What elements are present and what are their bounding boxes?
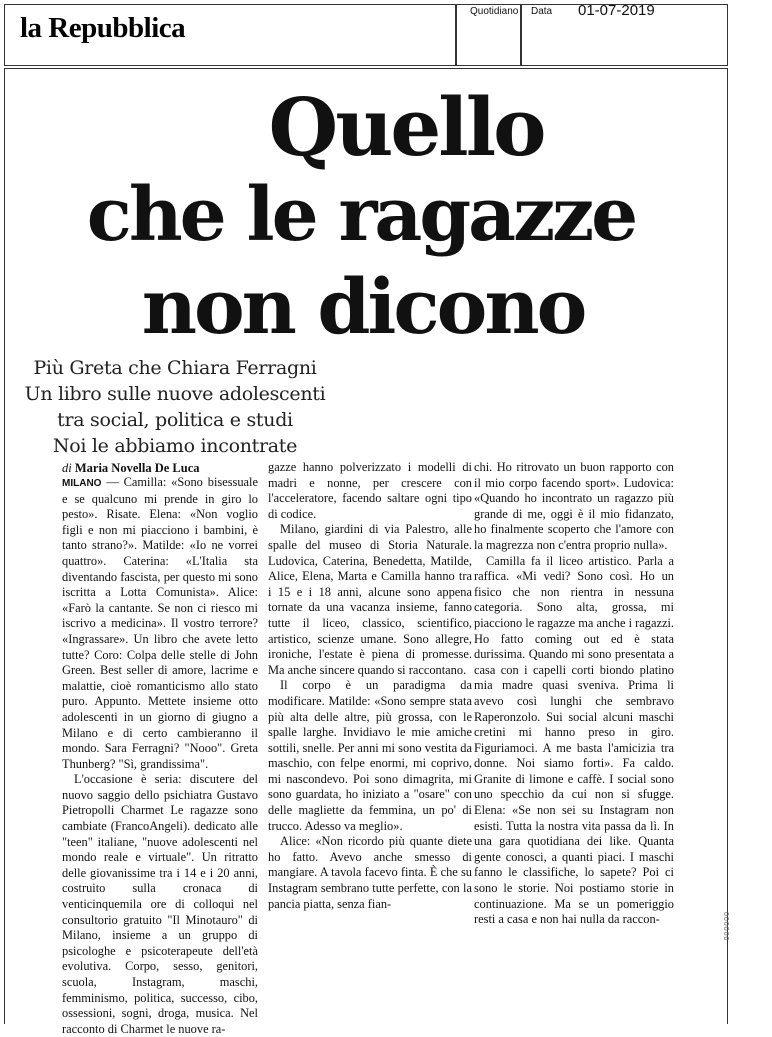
paragraph: Camilla fa il liceo artistico. Parla a raffica. «Mi vedi? Sono così. Ho un fisico che non rientra in nessuna categoria. Sono alta, grossa, mi piacciono le ragazze ma anche i ragazzi. Ho fatto coming out ed è stata durissima. Quando mi sono presentata a casa con i capelli corti biondo platino mia madre quasi sveniva. Prima li avevo così lunghi che sembravo Raperonzolo. Sui social alcuni maschi cretini mi hanno preso in giro. Figuriamoci. A me basta l'amicizia tra donne. Noi siamo forti». Fa caldo. Granite di limone e caffè. I social sono uno specchio da cui non si sfugge. Elena: «Se non sei su Instagram non esisti. Tutta la nostra vita passa da lì. In una gara quotidiana dei like. Quanta gente conosci, a quanti piaci. I maschi fanno le classifiche, lo sapete? Poi ci sono le storie. Noi postiamo storie in continuazione. Ma se un pomeriggio resti a casa e non hai nulla da raccon- xyxy=(474,553,674,927)
subhead-line-2: Un libro sulle nuove adolescenti xyxy=(24,383,326,405)
date-value: 01-07-2019 xyxy=(578,2,655,19)
author-name: Maria Novella De Luca xyxy=(74,461,200,475)
article-column-2 xyxy=(268,460,472,1021)
paragraph: Alice: «Non ricordo più quante diete ho fatto. Avevo anche smesso di mangiare. A tavola facevo finta. È che su Instagram sembrano tutte perfette, con la pancia piatta, senza fian- xyxy=(268,834,472,911)
article-column-3 xyxy=(474,460,674,1021)
quotidiano-label: Quotidiano xyxy=(470,6,519,17)
newspaper-logo: la Repubblica xyxy=(20,12,186,44)
headline-line-3: non dicono xyxy=(141,262,585,351)
paragraph: chi. Ho ritrovato un buon rapporto con il mio corpo facendo sport». Ludovica: «Quando ho incontrato un ragazzo più grande di me, oggi è il mio fidanzato, ho finalmente scoperto che l'amore con la magrezza non c'entra proprio nulla». xyxy=(474,460,674,552)
paragraph xyxy=(62,475,258,772)
paragraph: Milano, giardini di via Palestro, alle spalle del museo di Storia Naturale. Ludovica, Caterina, Benedetta, Matilde, Alice, Elena, Marta e Camilla hanno tra i 15 e i 18 anni, alcune sono appena tornate da una vacanza insieme, fanno tutte il liceo, classico, scientifico, artistico, scienze umane. Sono allegre, ironiche, l'estate è piena di promesse. Ma anche sincere quando si raccontano. xyxy=(268,522,472,677)
subhead-line-3: tra social, politica e studi xyxy=(57,409,293,431)
dateline-city: MILANO xyxy=(62,478,102,489)
headline-line-2: che le ragazze xyxy=(86,172,636,258)
subhead-line-4: Noi le abbiamo incontrate xyxy=(52,435,298,457)
paragraph-text: — Camilla: «Sono bisessuale e se qualcuno mi prende in giro lo pesto». Risate. Elena: «Non voglio figli e non mi piacciono i bambini, è tanto strano?». Matilde: «Io ne vorrei quattro». Caterina: «L'Italia sta diventando fascista, per questo mi sono iscritta a Lotta Comunista». Alice: «Farò la cantante. Se non ci riesco mi iscrivo a medicina». Il vostro terrore? «Ingrassare». Un libro che avete letto tutte? Coro: Colpa delle stelle di John Green. Best seller di amore, lacrime e malattie, cioè romanticismo allo stato puro. Appunto. Mettete insieme otto adolescenti in un giorno di giugno a Milano e di certo cambieranno il mondo. Sara Ferragni? "Nooo". Greta Thunberg? "Sì, grandissima". xyxy=(62,475,258,771)
subhead-line-1: Più Greta che Chiara Ferragni xyxy=(33,357,317,379)
byline xyxy=(62,461,200,476)
byline-prefix: di xyxy=(62,461,72,475)
headline-line-1: Quello xyxy=(268,80,544,174)
paragraph: L'occasione è seria: discutere del nuovo saggio dello psichiatra Gustavo Pietropolli Charmet Le ragazze sono cambiate (FrancoAngeli). dedicato alle "teen" italiane, "nuove adolescenti nel mondo reale e virtuale". Un ritratto delle giovanissime tra i 14 e i 20 anni, costruito sulla cronaca di venticinquemila ore di colloqui nel consultorio gratuito "Il Minotauro" di Milano, insieme a un gruppo di psicologhe e psicoterapeute dell'età evolutiva. Corpo, sesso, genitori, scuola, Instagram, maschi, femminismo, politica, successo, cibo, ossessioni, sogni, droga, musica. Nel racconto di Charmet le nuove ra- xyxy=(62,772,258,1036)
paragraph: gazze hanno polverizzato i modelli di madri e nonne, per crescere con l'acceleratore, facendo saltare ogni tipo di codice. xyxy=(268,460,472,521)
date-label: Data xyxy=(531,6,553,17)
margin-code: 000000 xyxy=(722,912,729,942)
article-column-1 xyxy=(62,475,258,1036)
paragraph: Il corpo è un paradigma da modificare. Matilde: «Sono sempre stata più alta delle altre, più grossa, con le spalle larghe. Invidiavo le mie amiche sottili, snelle. Per anni mi sono vestita da maschio, con felpe enormi, mi coprivo, mi nascondevo. Poi sono dimagrita, mi sono guardata, ho iniziato a "osare" con delle magliette da femmina, un po' di trucco. Adesso va meglio». xyxy=(268,678,472,833)
